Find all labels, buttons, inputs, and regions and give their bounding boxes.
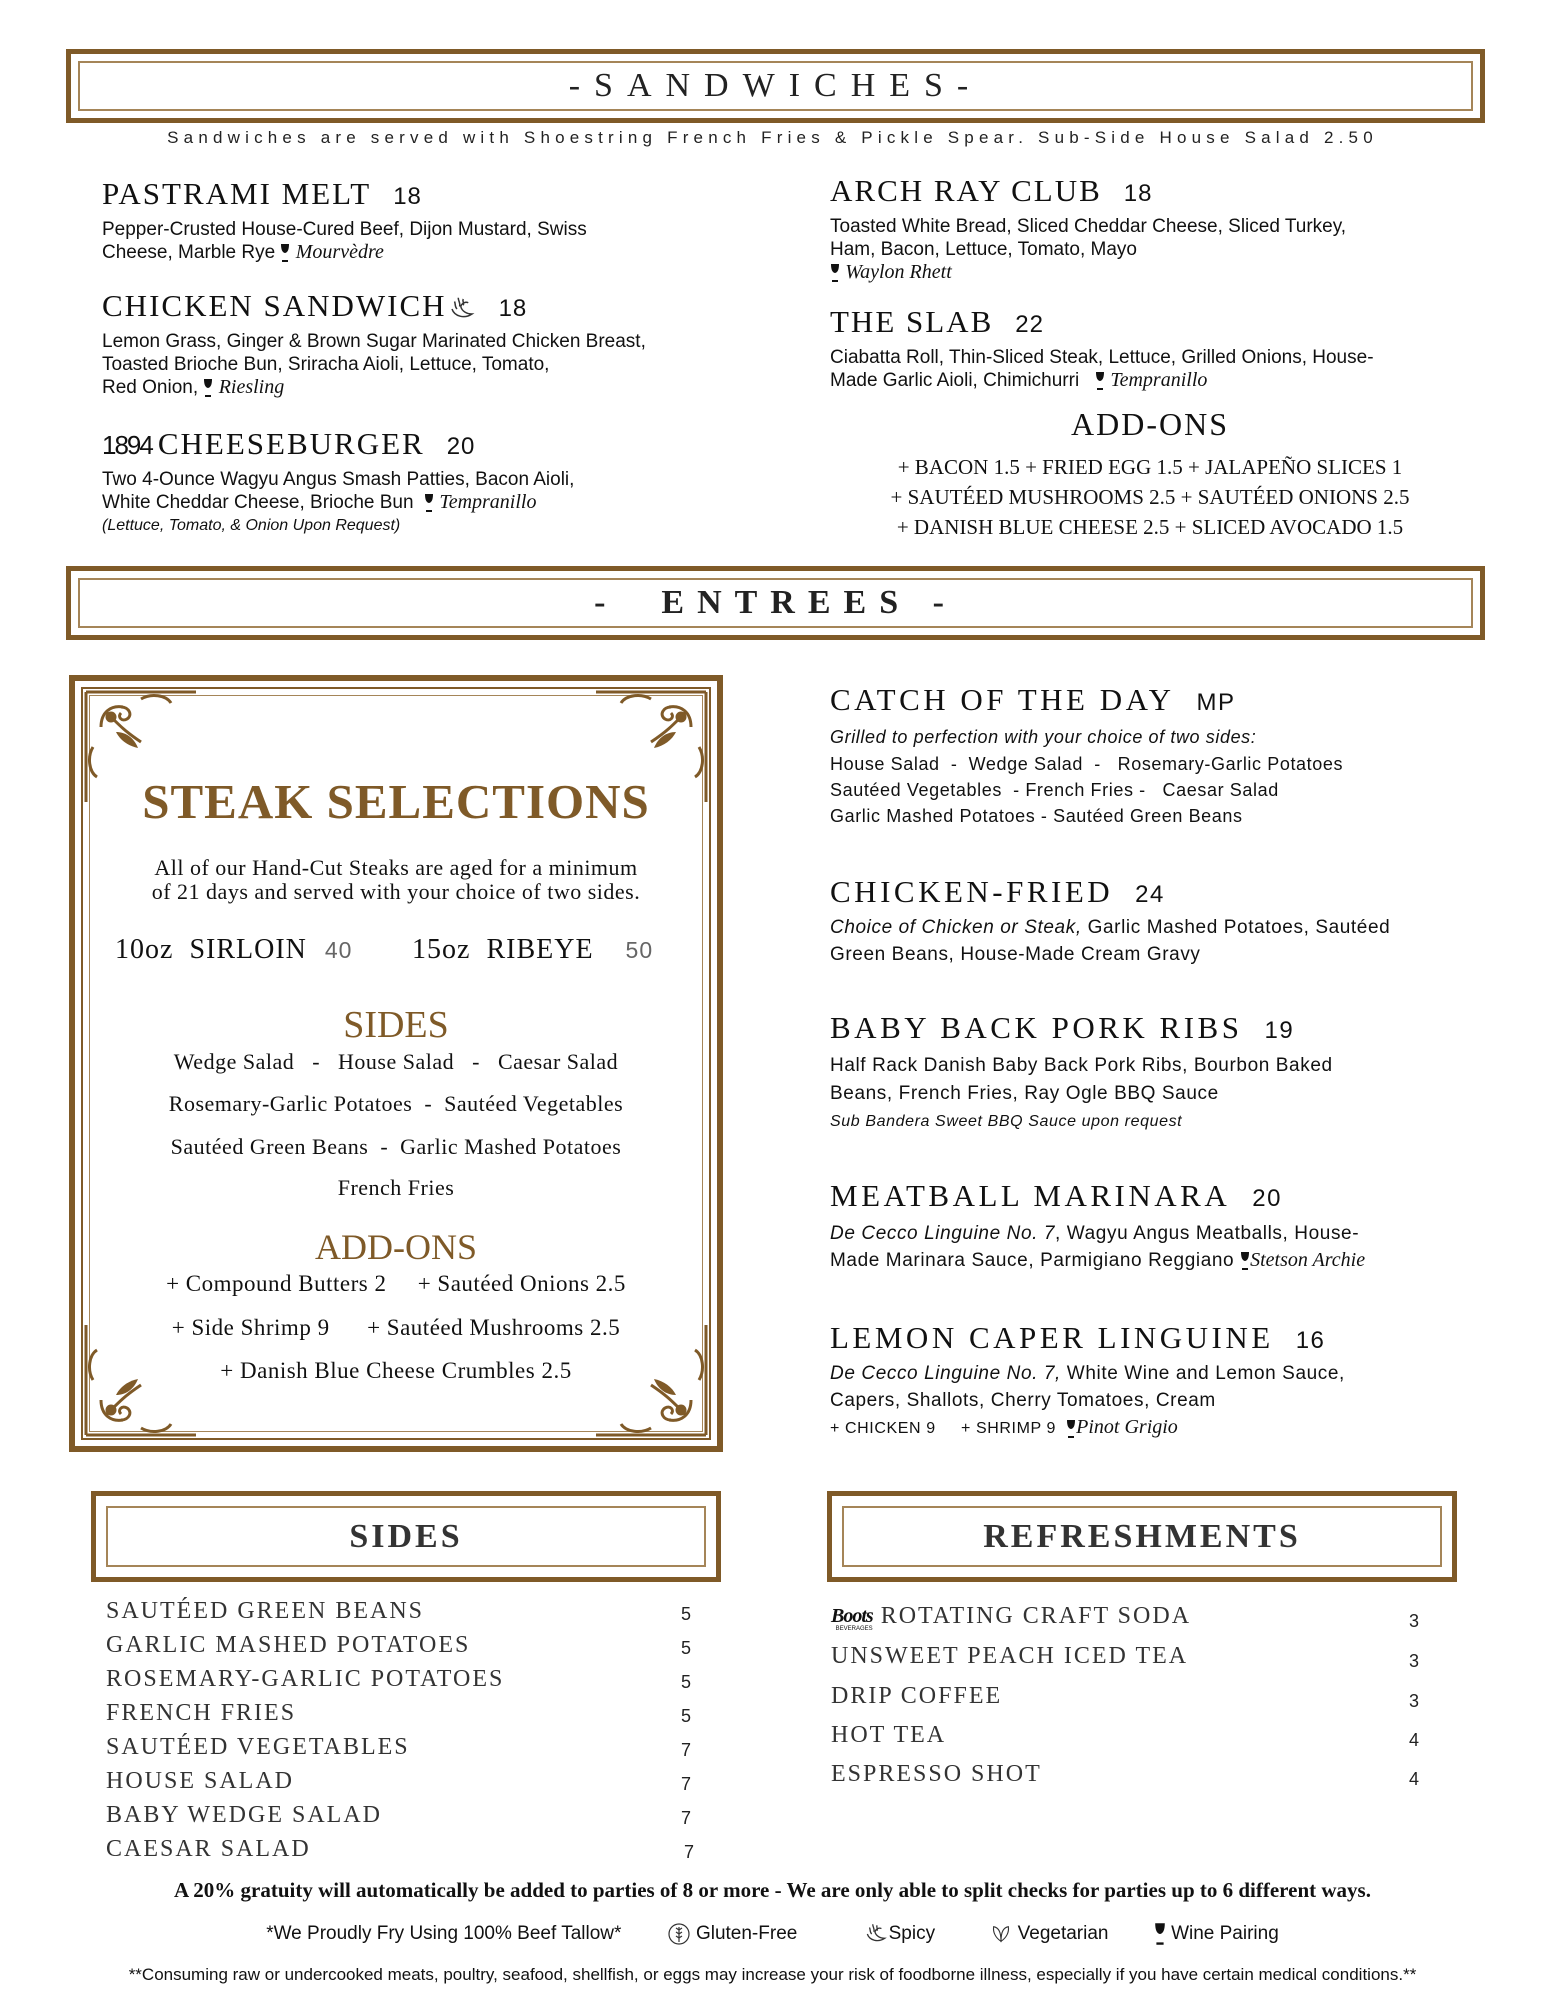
item-price: 16: [1295, 1327, 1326, 1354]
steak-addons-line: + Danish Blue Cheese Crumbles 2.5: [220, 1358, 572, 1383]
item-extras: + CHICKEN 9 + SHRIMP 9: [830, 1420, 1057, 1437]
list-item: [106, 1632, 706, 1666]
steak-sides-line: Sautéed Green Beans - Garlic Mashed Potatoes: [170, 1134, 622, 1159]
spicy-icon: [863, 1921, 889, 1947]
menu-item-the-slab: [830, 304, 1374, 392]
item-name: CATCH OF THE DAY: [830, 682, 1175, 717]
item-description: House Salad - Wedge Salad - Rosemary-Garlic Potatoes: [830, 754, 1344, 774]
item-intro: Grilled to perfection with your choice of two sides:: [830, 727, 1257, 747]
item-name: LEMON CAPER LINGUINE: [830, 1320, 1274, 1355]
menu-item-pastrami-melt: [102, 176, 587, 264]
entrees-header: [66, 566, 1485, 640]
wine-pairing: Tempranillo: [439, 491, 537, 513]
menu-item-catch-of-the-day: [830, 682, 1343, 829]
item-price: 7: [684, 1842, 695, 1862]
steak-selections-box: [69, 675, 723, 1452]
item-name: PASTRAMI MELT: [102, 176, 372, 211]
item-price: 7: [681, 1774, 692, 1794]
item-name: ROSEMARY-GARLIC POTATOES: [106, 1666, 505, 1692]
sandwiches-header: [66, 49, 1485, 123]
addons-line: + BACON 1.5 + FRIED EGG 1.5 + JALAPEÑO SLICES 1: [897, 455, 1403, 479]
item-description: Made Marinara Sauce, Parmigiano Reggiano: [830, 1250, 1235, 1271]
wine-glass-icon: [280, 243, 290, 263]
item-description: Lemon Grass, Ginger & Brown Sugar Marinated Chicken Breast,: [102, 331, 646, 352]
cut-price: 50: [625, 937, 654, 963]
menu-item-arch-ray-club: [830, 173, 1346, 284]
wine-glass-icon: [203, 378, 213, 398]
item-description: Capers, Shallots, Cherry Tomatoes, Cream: [830, 1390, 1216, 1411]
item-name: ARCH RAY CLUB: [830, 173, 1102, 208]
menu-item-meatball-marinara: [830, 1178, 1365, 1274]
cut-price: 40: [324, 937, 353, 963]
wine-glass-icon: [1240, 1251, 1250, 1271]
item-name: BABY BACK PORK RIBS: [830, 1010, 1243, 1045]
list-item: [106, 1768, 706, 1802]
steak-addons-line: + Side Shrimp 9 + Sautéed Mushrooms 2.5: [171, 1315, 621, 1340]
wine-glass-icon: [1066, 1419, 1076, 1439]
item-price: 18: [498, 295, 528, 322]
item-description: , Wagyu Angus Meatballs, House-: [1055, 1223, 1360, 1244]
cut-size: 15oz: [412, 934, 471, 965]
item-name: FRENCH FRIES: [106, 1700, 297, 1726]
steak-sides-line: Rosemary-Garlic Potatoes - Sautéed Vegetables: [168, 1091, 624, 1116]
cut-name: SIRLOIN: [189, 934, 307, 965]
item-price: 7: [681, 1808, 692, 1828]
item-description: Half Rack Danish Baby Back Pork Ribs, Bourbon Baked: [830, 1055, 1333, 1076]
menu-item-chicken-fried: [830, 874, 1390, 968]
item-note: Sub Bandera Sweet BBQ Sauce upon request: [830, 1113, 1183, 1130]
wine-glass-icon: [1154, 1922, 1166, 1946]
wine-pairing: Waylon Rhett: [845, 261, 952, 283]
list-item: [831, 1722, 1431, 1761]
item-description-italic: De Cecco Linguine No. 7,: [830, 1363, 1061, 1384]
wine-pairing: Mourvèdre: [295, 241, 384, 263]
legend-gluten-free: Gluten-Free: [695, 1923, 798, 1945]
item-description: Made Garlic Aioli, Chimichurri: [830, 370, 1080, 391]
steak-title: STEAK SELECTIONS: [142, 774, 650, 829]
item-description: Ciabatta Roll, Thin-Sliced Steak, Lettuce, Grilled Onions, House-: [830, 347, 1374, 368]
legend-wine-pairing: Wine Pairing: [1171, 1923, 1279, 1945]
item-description: Two 4-Ounce Wagyu Angus Smash Patties, Bacon Aioli,: [102, 469, 575, 490]
item-description: Red Onion,: [102, 377, 199, 398]
item-description: White Cheddar Cheese, Brioche Bun: [102, 492, 414, 513]
item-description: Garlic Mashed Potatoes, Sautéed: [1081, 917, 1391, 938]
item-name: SAUTÉED VEGETABLES: [106, 1734, 410, 1760]
steak-addons-line: + Compound Butters 2 + Sautéed Onions 2.5: [166, 1271, 626, 1296]
list-item: [106, 1700, 706, 1734]
item-price: 24: [1135, 881, 1165, 908]
item-name: GARLIC MASHED POTATOES: [106, 1632, 471, 1658]
item-price: 22: [1015, 311, 1044, 338]
wine-pairing: Pinot Grigio: [1076, 1416, 1178, 1438]
1894-logo: 1894: [102, 430, 152, 460]
item-price: 5: [681, 1604, 692, 1624]
sides-header: [91, 1491, 721, 1582]
item-price: 20: [1252, 1185, 1282, 1212]
item-price: 3: [1409, 1611, 1420, 1631]
item-price: 4: [1409, 1730, 1420, 1750]
list-item: [106, 1734, 706, 1768]
gratuity-notice: A 20% gratuity will automatically be added to parties of 8 or more - We are only able to split checks for parties up to 6 different ways.: [174, 1878, 1371, 1902]
boots-beverages-logo: Boots BEVERAGES: [831, 1604, 873, 1632]
item-name: CHEESEBURGER: [157, 426, 425, 461]
section-title: - ENTREES -: [594, 584, 957, 621]
legend-spicy: Spicy: [888, 1923, 936, 1945]
steak-sirloin: [115, 934, 352, 966]
wine-pairing: Tempranillo: [1110, 369, 1208, 391]
vegetarian-icon: [990, 1923, 1012, 1945]
list-item: [106, 1836, 706, 1870]
beef-tallow-note: *We Proudly Fry Using 100% Beef Tallow*: [266, 1923, 622, 1945]
item-price: 18: [1123, 180, 1153, 207]
item-note: (Lettuce, Tomato, & Onion Upon Request): [102, 517, 401, 534]
refreshments-list: [831, 1603, 1431, 1800]
item-name: CAESAR SALAD: [106, 1836, 311, 1862]
section-title: SIDES: [349, 1517, 463, 1555]
item-price: 20: [446, 433, 476, 460]
item-name: CHICKEN SANDWICH: [102, 288, 447, 323]
item-description: Green Beans, House-Made Cream Gravy: [830, 944, 1201, 965]
list-item: [106, 1666, 706, 1700]
cut-size: 10oz: [115, 934, 174, 965]
item-name: HOT TEA: [831, 1722, 947, 1748]
item-description: White Wine and Lemon Sauce,: [1060, 1363, 1345, 1384]
item-price: 5: [681, 1638, 692, 1658]
item-name: THE SLAB: [830, 304, 994, 339]
list-item: [831, 1603, 1431, 1643]
menu-item-lemon-caper-linguine: [830, 1320, 1345, 1442]
item-description: Sautéed Vegetables - French Fries - Caesar Salad: [830, 780, 1279, 800]
item-price: 18: [393, 183, 422, 210]
item-name: CHICKEN-FRIED: [830, 874, 1114, 909]
item-name: BABY WEDGE SALAD: [106, 1802, 382, 1828]
steak-sides-title: SIDES: [343, 1004, 449, 1046]
food-safety-disclaimer: **Consuming raw or undercooked meats, poultry, seafood, shellfish, or eggs may increase your risk of foodborne illness, especially if you have certain medical conditions.**: [128, 1965, 1417, 1984]
menu-item-baby-back-pork-ribs: [830, 1010, 1333, 1136]
legend-vegetarian: Vegetarian: [1017, 1923, 1109, 1945]
addons-line: + SAUTÉED MUSHROOMS 2.5 + SAUTÉED ONIONS 2.5: [890, 485, 1410, 509]
item-price: 3: [1409, 1651, 1420, 1671]
item-description: Cheese, Marble Rye: [102, 242, 276, 263]
item-name: ESPRESSO SHOT: [831, 1761, 1042, 1787]
steak-ribeye: [412, 934, 653, 966]
item-description: Ham, Bacon, Lettuce, Tomato, Mayo: [830, 239, 1137, 260]
steak-description: All of our Hand-Cut Steaks are aged for a minimum: [154, 855, 638, 880]
item-description: Pepper-Crusted House-Cured Beef, Dijon Mustard, Swiss: [102, 219, 587, 240]
legend: [0, 1921, 1545, 1947]
wine-pairing: Stetson Archie: [1250, 1249, 1366, 1271]
menu-item-chicken-sandwich: [102, 288, 646, 399]
item-price: 3: [1409, 1691, 1420, 1711]
gluten-free-icon: [667, 1922, 691, 1946]
list-item: [831, 1643, 1431, 1683]
steak-addons-title: ADD-ONS: [315, 1227, 477, 1267]
item-price: 4: [1409, 1769, 1420, 1789]
addons-line: + DANISH BLUE CHEESE 2.5 + SLICED AVOCADO 1.5: [896, 515, 1404, 539]
item-description-italic: De Cecco Linguine No. 7: [830, 1223, 1056, 1244]
steak-sides-line: Wedge Salad - House Salad - Caesar Salad: [173, 1049, 619, 1074]
item-name: HOUSE SALAD: [106, 1768, 295, 1794]
item-name: DRIP COFFEE: [831, 1683, 1003, 1709]
item-name: ROTATING CRAFT SODA: [880, 1603, 1192, 1629]
item-description: Toasted White Bread, Sliced Cheddar Cheese, Sliced Turkey,: [830, 216, 1347, 237]
section-title: REFRESHMENTS: [983, 1517, 1301, 1555]
item-name: UNSWEET PEACH ICED TEA: [831, 1643, 1189, 1669]
list-item: [106, 1802, 706, 1836]
item-description-italic: Choice of Chicken or Steak,: [830, 917, 1082, 938]
menu-item-cheeseburger: [102, 426, 574, 537]
sides-list: [106, 1598, 706, 1870]
addons-title: ADD-ONS: [1071, 406, 1229, 442]
wine-glass-icon: [830, 263, 840, 283]
section-title: -SANDWICHES-: [568, 67, 983, 104]
cut-name: RIBEYE: [486, 934, 594, 965]
sandwiches-subtitle: Sandwiches are served with Shoestring French Fries & Pickle Spear. Sub-Side House Salad 2.50: [167, 128, 1378, 147]
list-item: [831, 1683, 1431, 1722]
item-price: 19: [1264, 1017, 1295, 1044]
item-price: 5: [681, 1672, 692, 1692]
list-item: [106, 1598, 706, 1632]
steak-description: of 21 days and served with your choice of two sides.: [151, 879, 641, 904]
refreshments-header: [827, 1491, 1457, 1582]
item-description: Toasted Brioche Bun, Sriracha Aioli, Lettuce, Tomato,: [102, 354, 550, 375]
wine-glass-icon: [424, 493, 434, 513]
wine-glass-icon: [1095, 371, 1105, 391]
wine-pairing: Riesling: [218, 376, 285, 398]
list-item: [831, 1761, 1431, 1800]
steak-sides-line: French Fries: [337, 1175, 455, 1200]
spicy-icon: [447, 294, 477, 324]
item-description: Beans, French Fries, Ray Ogle BBQ Sauce: [830, 1083, 1219, 1104]
item-price: 7: [681, 1740, 692, 1760]
item-name: SAUTÉED GREEN BEANS: [106, 1598, 424, 1624]
item-price: 5: [681, 1706, 692, 1726]
item-price: MP: [1196, 689, 1236, 716]
item-description: Garlic Mashed Potatoes - Sautéed Green Beans: [830, 806, 1243, 826]
item-name: MEATBALL MARINARA: [830, 1178, 1231, 1213]
